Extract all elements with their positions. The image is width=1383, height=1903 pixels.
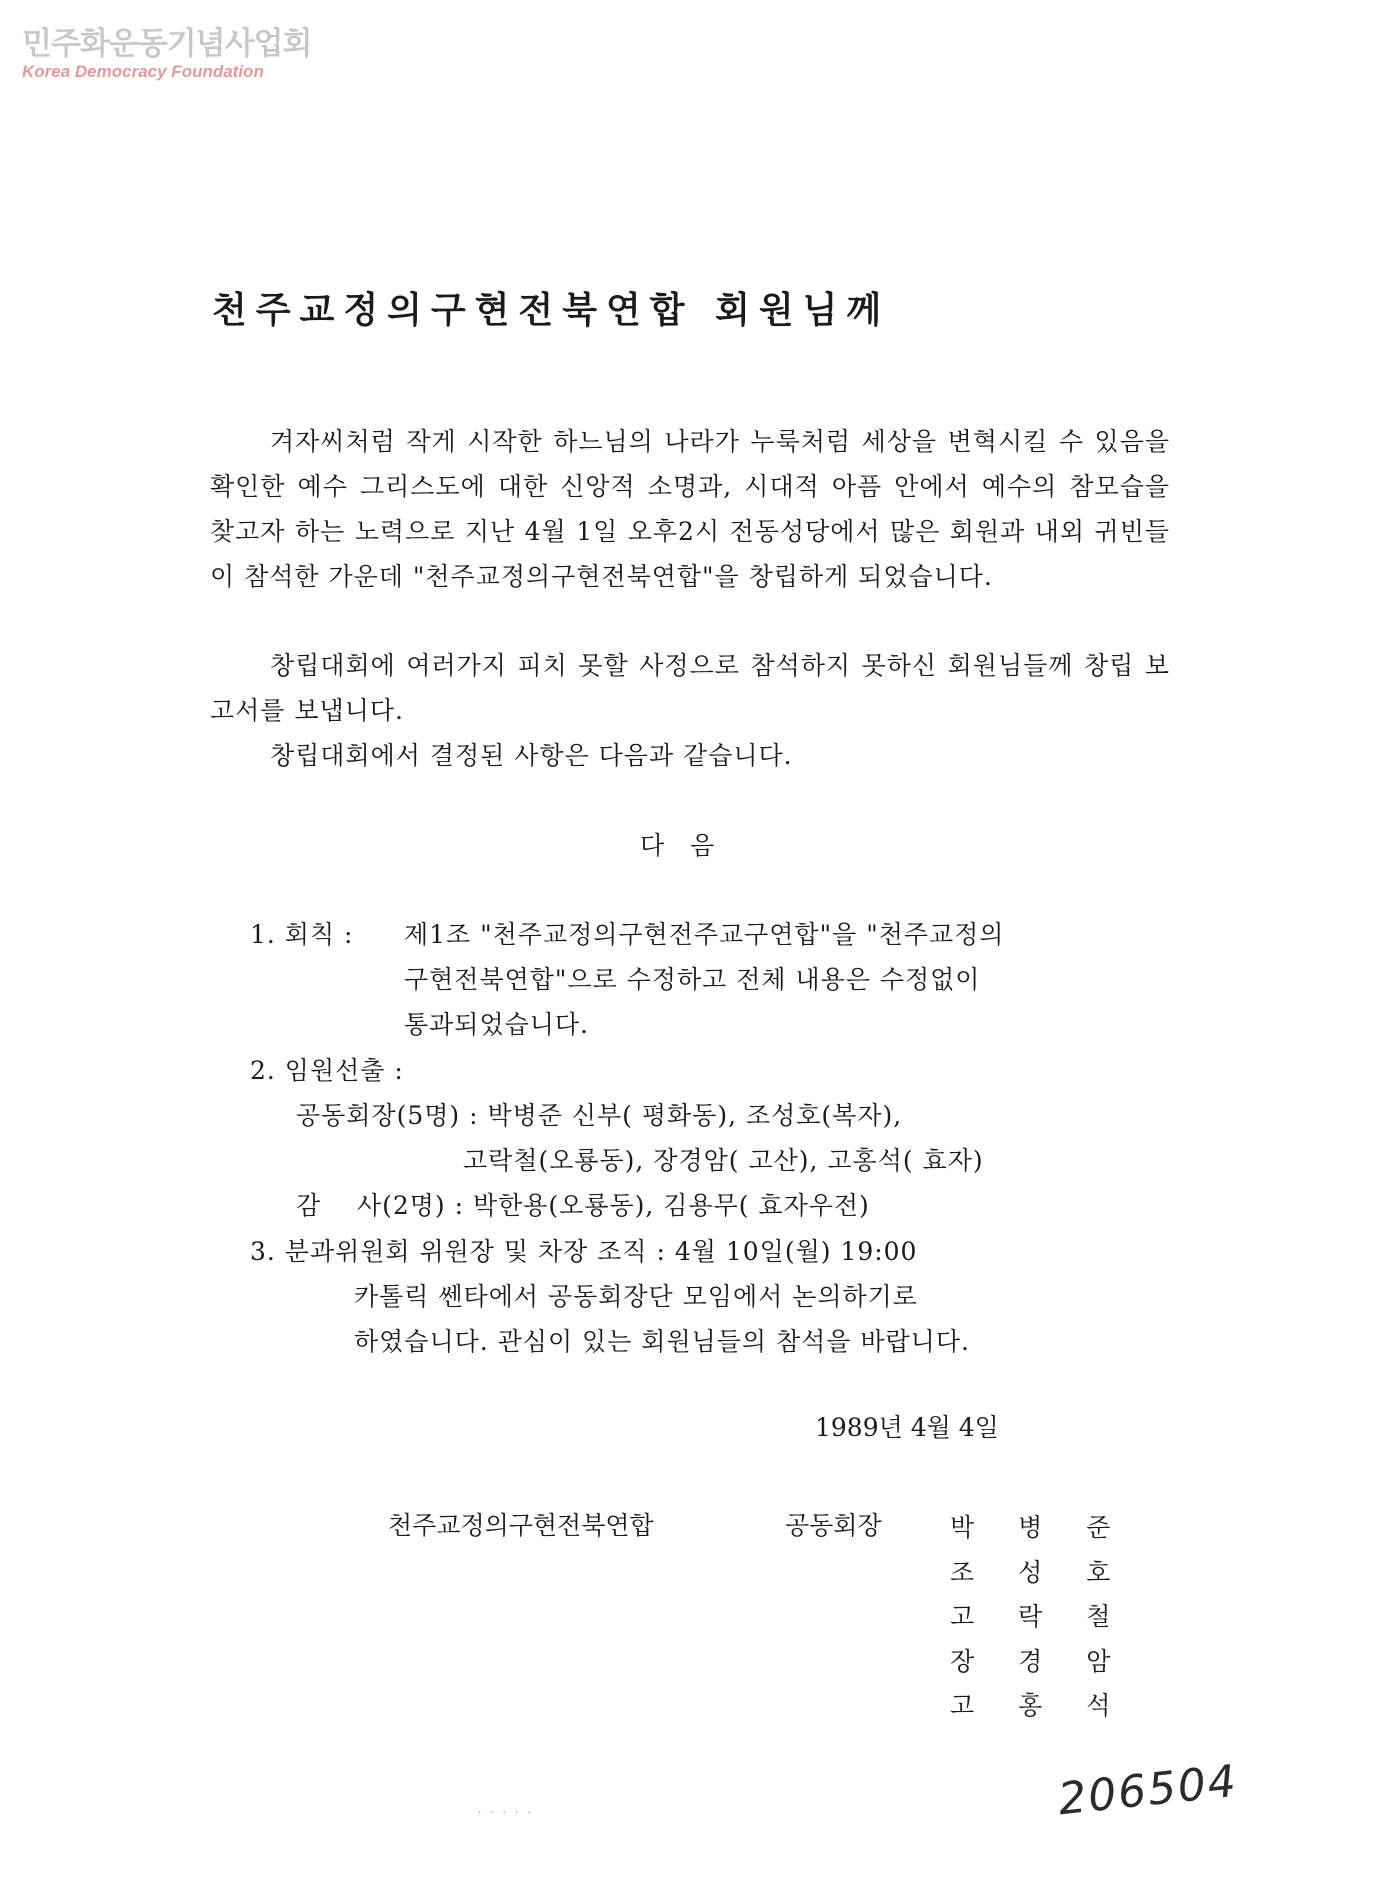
watermark-english: Korea Democracy Foundation (22, 62, 264, 81)
absence-paragraph: 창립대회에 여러가지 피치 못할 사정으로 참석하지 못하신 회원님들께 창립 보고서를 보냅니다. (210, 651, 1170, 725)
scan-speckles: · · · · · (478, 1808, 534, 1819)
item-3-line: 하였습니다. 관심이 있는 회원님들의 참석을 바랍니다. (354, 1327, 970, 1356)
item-1-line: 구현전북연합"으로 수정하고 전체 내용은 수정없이 (404, 965, 981, 994)
notice-heading: 다음 (640, 831, 741, 860)
signatory-name: 고락철 (950, 1602, 1155, 1631)
item-1-label: 1. 회칙 : (250, 920, 354, 949)
document-date: 1989년 4월 4일 (815, 1413, 999, 1442)
item-2-line: 감 사(2명) : 박한용(오룡동), 김용무( 효자우전) (296, 1191, 870, 1220)
signatory-name: 장경암 (950, 1646, 1155, 1676)
signatory-name: 조성호 (950, 1557, 1155, 1587)
item-3-line: 카톨릭 쎈타에서 공동회장단 모임에서 논의하기로 (354, 1282, 918, 1311)
item-2-line: 고락철(오룡동), 장경암( 고산), 고홍석( 효자) (463, 1146, 984, 1175)
document-title: 천주교정의구현전북연합 회원님께 (212, 289, 891, 331)
item-2-label: 2. 임원선출 : (250, 1056, 404, 1085)
signature-role: 공동회장 (785, 1511, 882, 1540)
item-3-line: 3. 분과위원회 위원장 및 차장 조직 : 4월 10일(월) 19:00 (250, 1237, 918, 1266)
handwritten-archive-number: 206504 (1055, 1755, 1241, 1826)
intro-paragraph: 겨자씨처럼 작게 시작한 하느님의 나라가 누룩처럼 세상을 변혁시킬 수 있음을 확인한 예수 그리스도에 대한 신앙적 소명과, 시대적 아픔 안에서 예수의 참모습을 찾고자 하는 노력으로 지난 4월 1일 오후2시 전동성당에서 많은 회원과 내외 귀빈들이 참석한 가운데 "천주교정의구현전북연합"을 창립하게 되었습니다. (210, 427, 1170, 591)
signature-names (950, 1506, 1155, 1729)
watermark-korean: 민주화운동기념사업회 (22, 26, 312, 62)
signatory-name: 박병준 (950, 1513, 1155, 1542)
item-1-line: 통과되었습니다. (404, 1010, 589, 1039)
signature-organization: 천주교정의구현전북연합 (388, 1511, 654, 1540)
item-1-line: 제1조 "천주교정의구현전주교구연합"을 "천주교정의 (404, 920, 1005, 949)
signatory-name: 고홍석 (950, 1691, 1155, 1720)
decisions-paragraph: 창립대회에서 결정된 사항은 다음과 같습니다. (270, 741, 793, 770)
item-2-line: 공동회장(5명) : 박병준 신부( 평화동), 조성호(복자), (296, 1101, 903, 1130)
